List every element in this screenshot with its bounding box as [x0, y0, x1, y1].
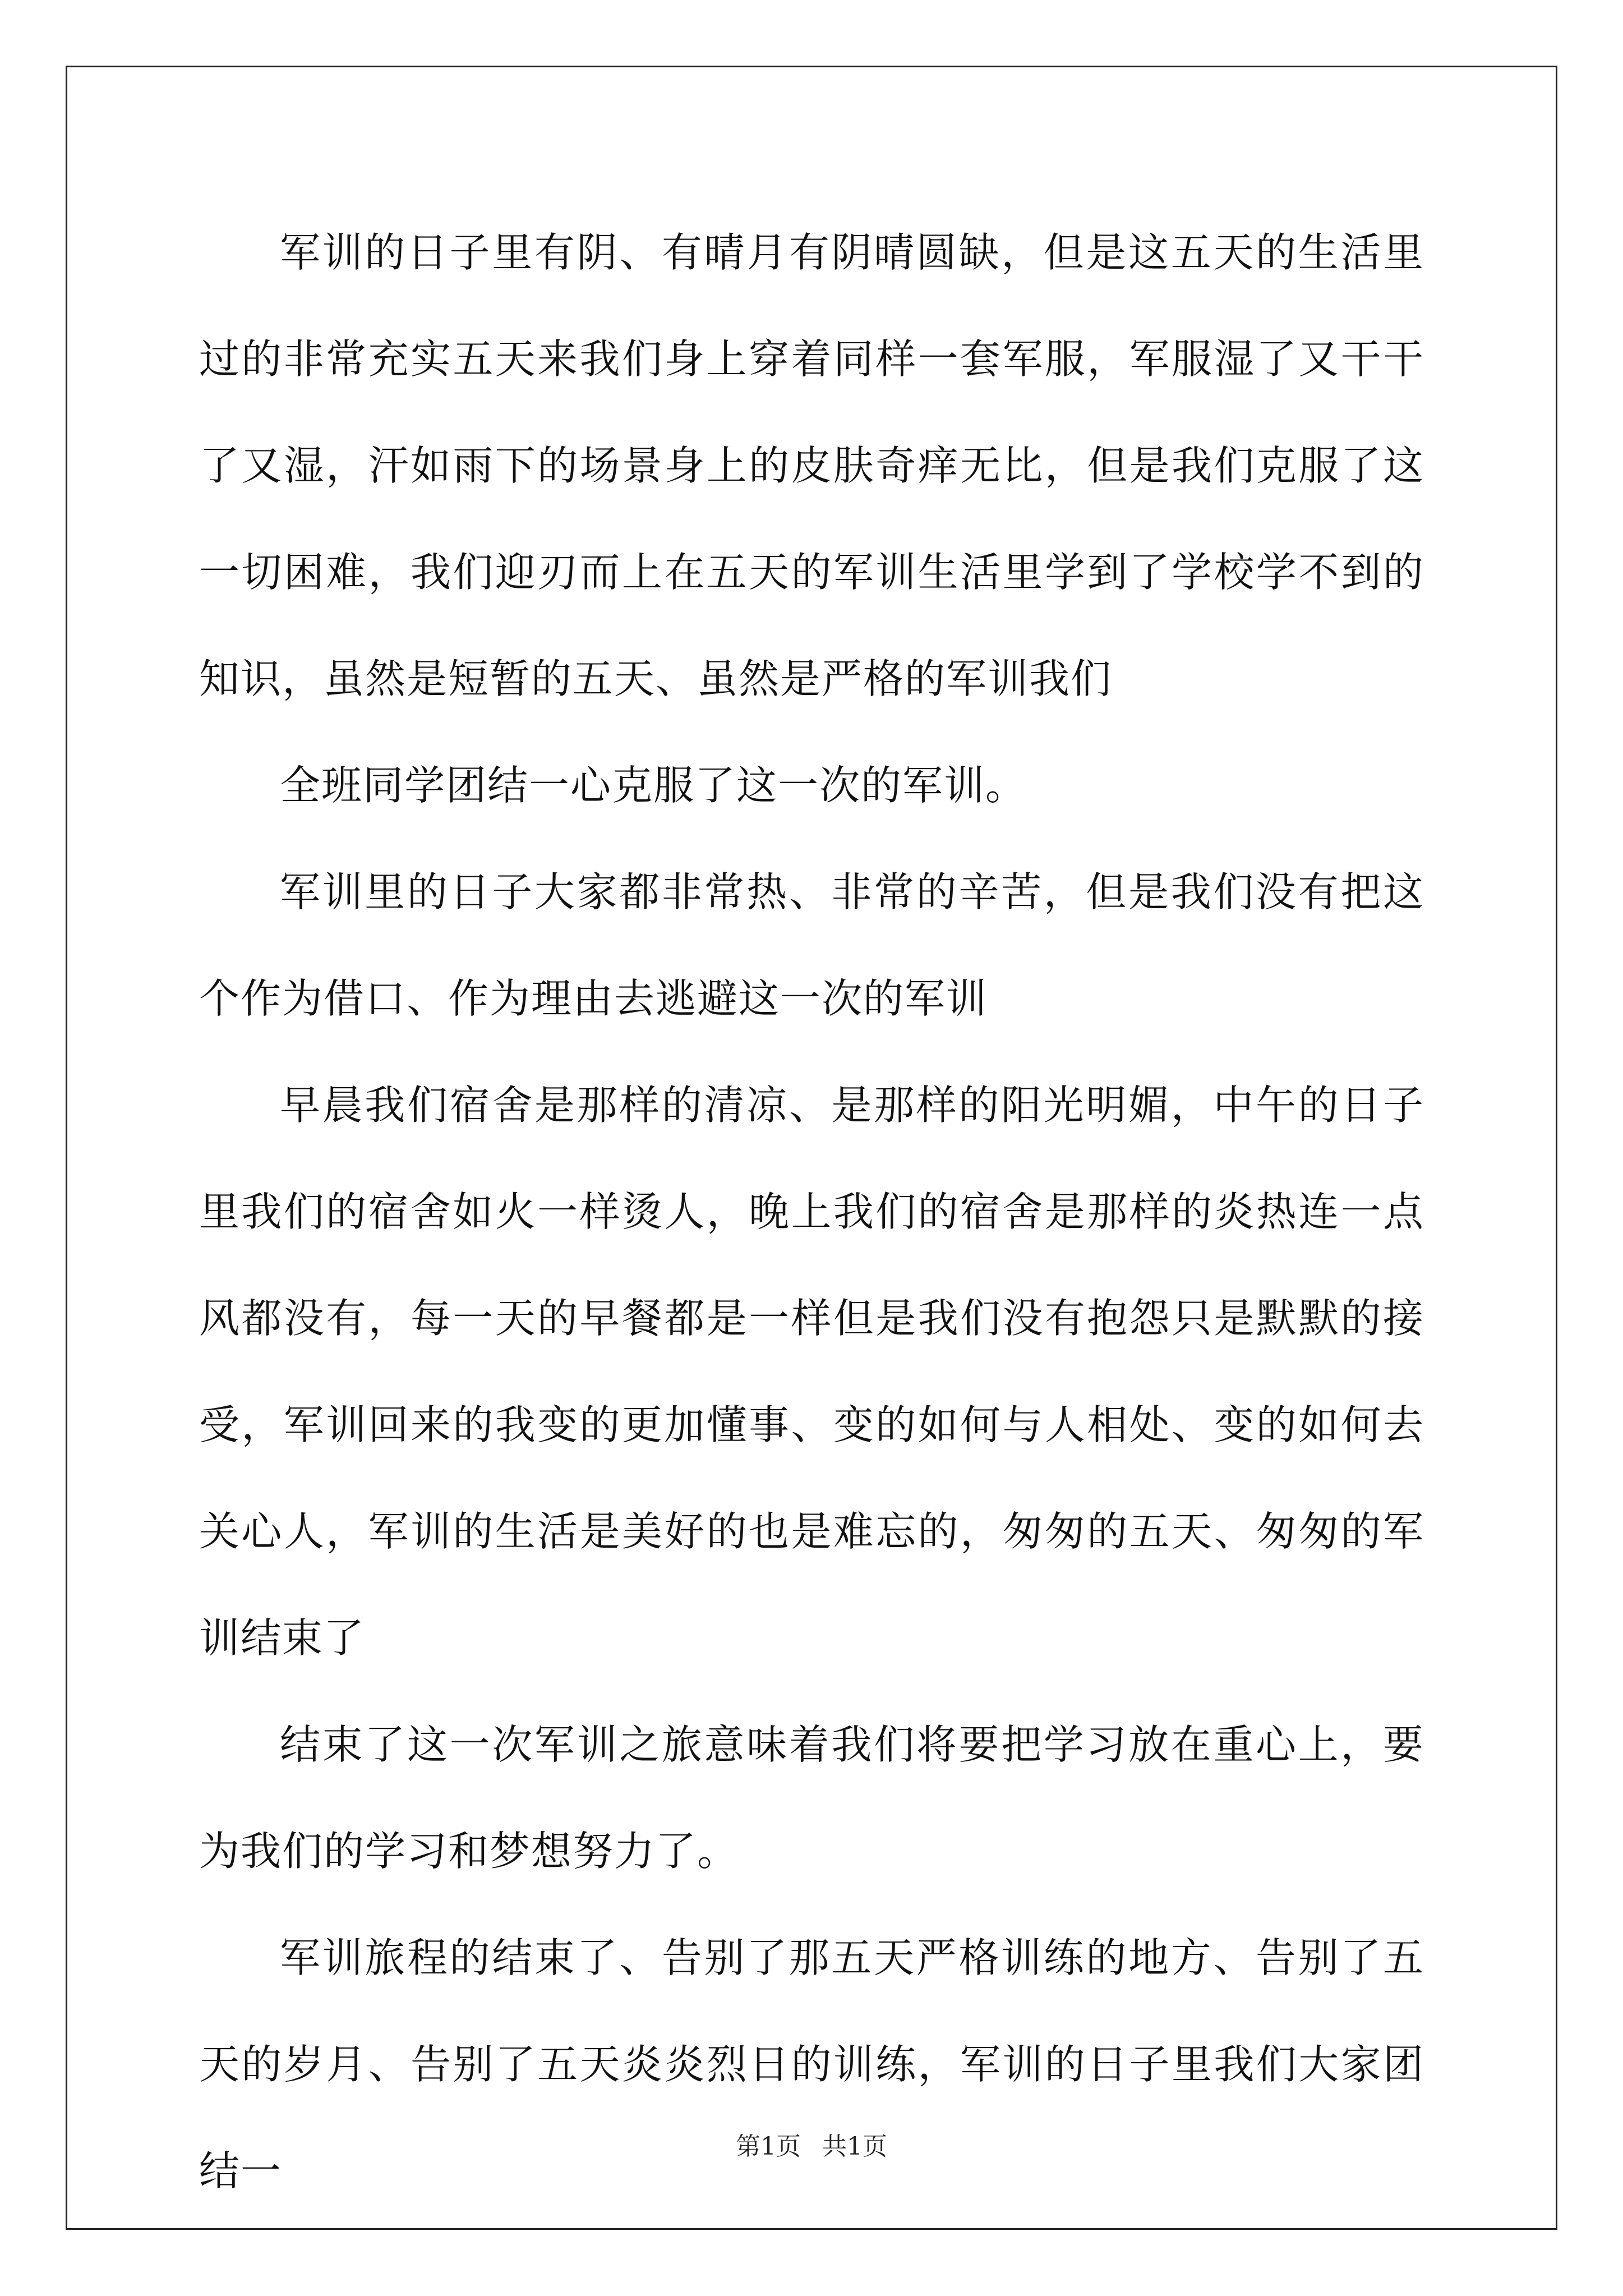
- page-footer: [0, 2126, 1623, 2162]
- page-number: 第1页: [736, 2132, 801, 2161]
- paragraph: 军训旅程的结束了、告别了那五天严格训练的地方、告别了五天的岁月、告别了五天炎炎烈日的训练，军训的日子里我们大家团结一: [199, 1934, 1424, 2194]
- paragraph: 全班同学团结一心克服了这一次的军训。: [280, 762, 1027, 809]
- paragraph: 军训的日子里有阴、有晴月有阴晴圆缺，但是这五天的生活里过的非常充实五天来我们身上穿着同样一套军服，军服湿了又干干了又湿，汗如雨下的场景身上的皮肤奇痒无比，但是我们克服了这一切困难，我们迎刃而上在五天的军训生活里学到了学校学不到的知识，虽然是短暂的五天、虽然是严格的军训我们: [199, 229, 1424, 702]
- page-total: 共1页: [822, 2132, 887, 2161]
- paragraph: 军训里的日子大家都非常热、非常的辛苦，但是我们没有把这个作为借口、作为理由去逃避这一次的军训: [199, 868, 1424, 1022]
- paragraph: 结束了这一次军训之旅意味着我们将要把学习放在重心上，要为我们的学习和梦想努力了。: [199, 1721, 1424, 1875]
- paragraph: 早晨我们宿舍是那样的清凉、是那样的阳光明媚，中午的日子里我们的宿舍如火一样烫人，晚上我们的宿舍是那样的炎热连一点风都没有，每一天的早餐都是一样但是我们没有抱怨只是默默的接受，军训回来的我变的更加懂事、变的如何与人相处、变的如何去关心人，军训的生活是美好的也是难忘的，匆匆的五天、匆匆的军训结束了: [199, 1082, 1424, 1662]
- document-body: [199, 199, 1424, 2224]
